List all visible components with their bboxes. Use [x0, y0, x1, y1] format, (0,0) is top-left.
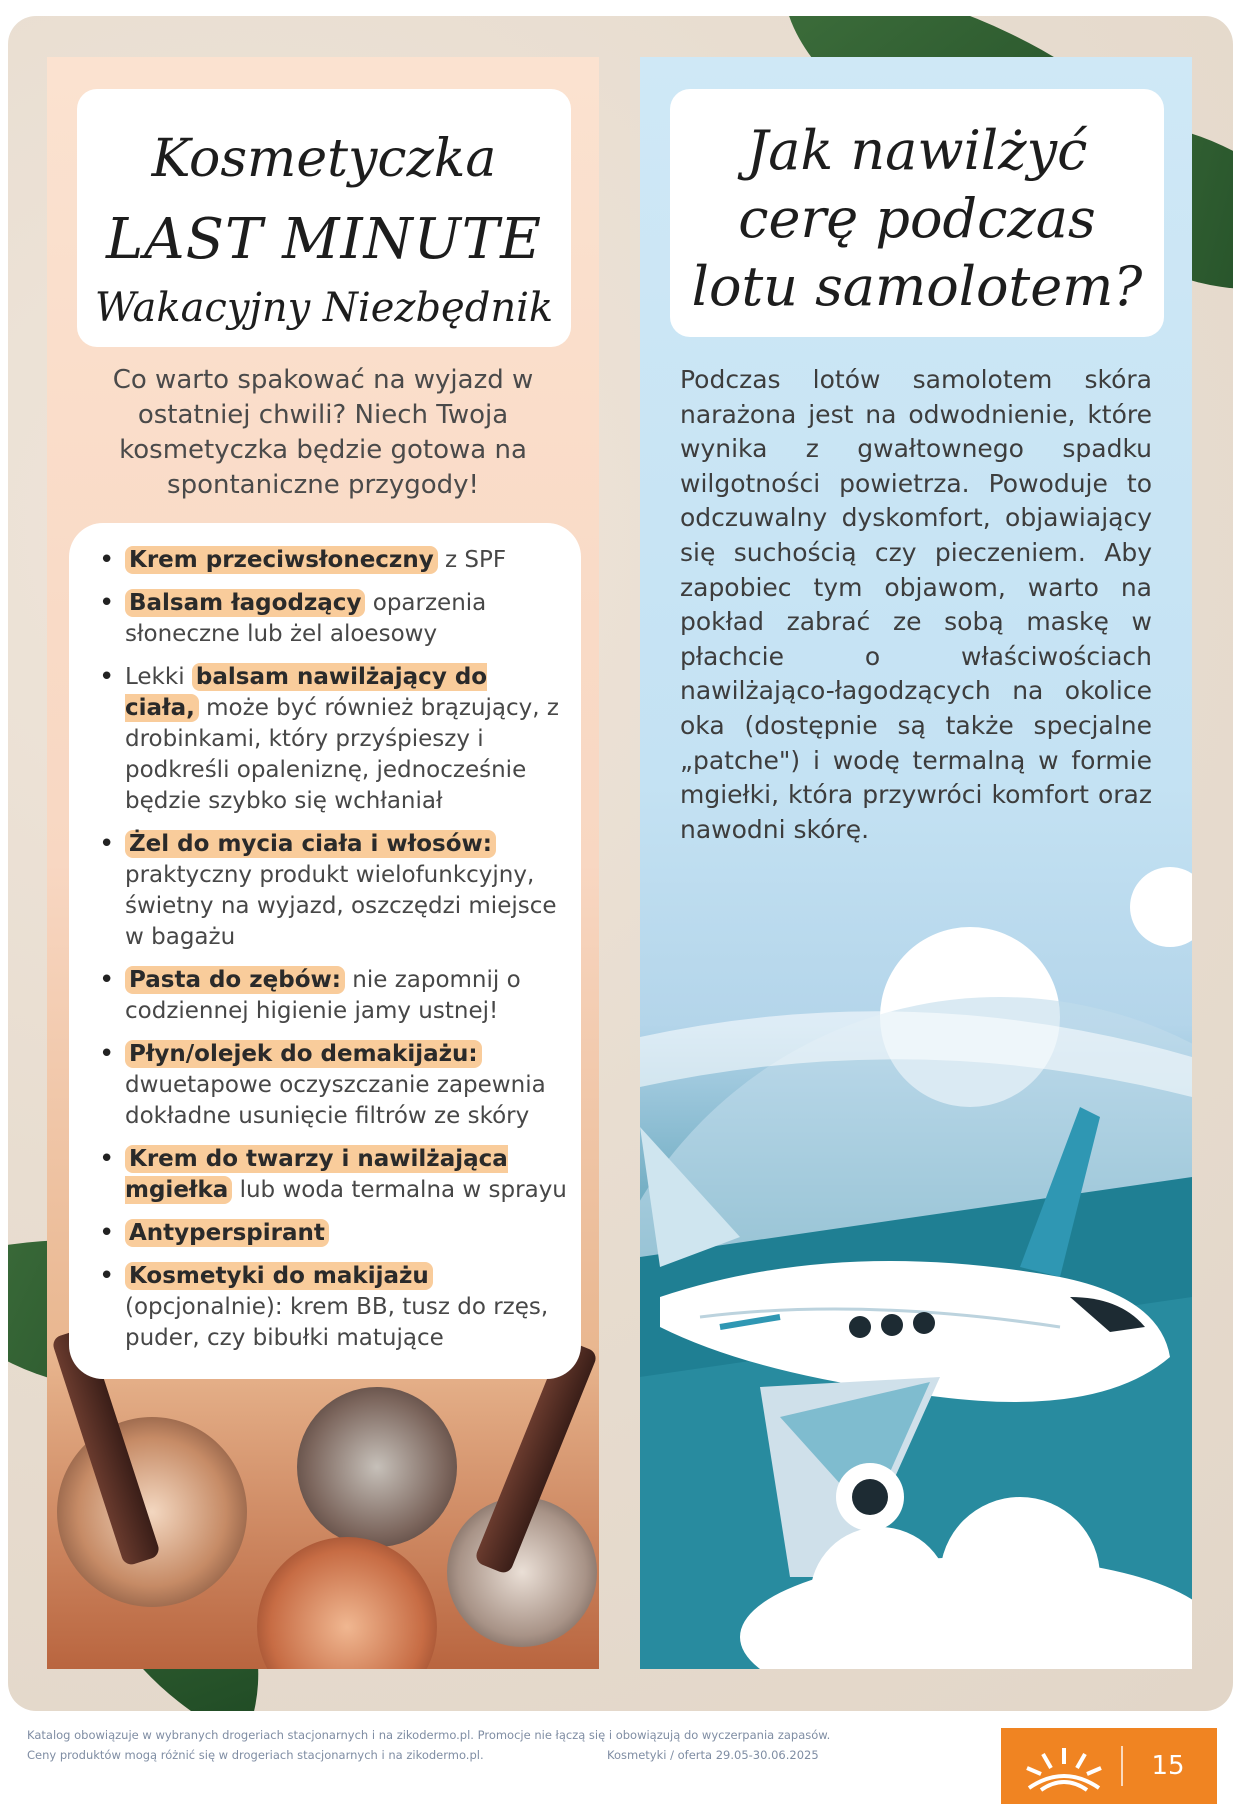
- checklist-card: [69, 523, 581, 1379]
- item-highlight: Pasta do zębów:: [125, 966, 345, 994]
- page-number-badge: [1001, 1728, 1217, 1804]
- item-rest: oparzenia słoneczne lub żel aloesowy: [125, 590, 487, 647]
- item-highlight: balsam nawilżający do ciała,: [125, 664, 488, 721]
- list-item: [95, 1144, 567, 1206]
- list-item: [95, 1218, 567, 1249]
- item-highlight: Krem przeciwsłoneczny: [125, 546, 438, 574]
- right-title-line1: Jak nawilżyć: [746, 119, 1088, 182]
- item-rest: nie zapomnij o codziennej higienie jamy ustnej!: [125, 967, 521, 1024]
- list-item: [95, 965, 567, 1027]
- compact-powder-illustration: [257, 1537, 437, 1669]
- item-highlight: Kosmetyki do makijażu: [125, 1262, 433, 1290]
- flight-skincare-panel: [640, 57, 1192, 1669]
- airplane-illustration: [640, 857, 1192, 1669]
- page-number: 15: [1121, 1746, 1213, 1786]
- page-footer: [0, 1718, 1250, 1806]
- sun-logo-icon: [1019, 1740, 1109, 1794]
- right-title-line2: cerę podczas: [738, 187, 1096, 250]
- footer-section-offer: Kosmetyki / oferta 29.05-30.06.2025: [607, 1748, 819, 1762]
- right-title-card: [670, 89, 1164, 337]
- cosmetic-bag-panel: [47, 57, 599, 1669]
- list-item: [95, 829, 567, 953]
- compact-powder-illustration: [297, 1387, 457, 1547]
- list-item: [95, 662, 567, 817]
- item-rest: dwuetapowe oczyszczanie zapewnia dokładne usunięcie filtrów ze skóry: [125, 1072, 546, 1129]
- list-item: [95, 1039, 567, 1132]
- item-rest: z SPF: [437, 547, 507, 573]
- item-highlight: Płyn/olejek do demakijażu:: [125, 1040, 482, 1068]
- item-rest: (opcjonalnie): krem BB, tusz do rzęs, puder, czy bibułki matujące: [125, 1294, 549, 1351]
- item-prefix: Lekki: [125, 664, 192, 690]
- checklist: [95, 545, 567, 1366]
- list-item: [95, 545, 567, 576]
- item-rest: lub woda termalna w sprayu: [232, 1177, 567, 1203]
- left-title-card: [77, 89, 571, 347]
- list-item: [95, 1261, 567, 1354]
- left-intro-text: Co warto spakować na wyjazd w ostatniej chwili? Niech Twoja kosmetyczka będzie gotowa na spontaniczne przygody!: [112, 365, 534, 500]
- item-highlight: Krem do twarzy i nawilżająca mgiełka: [125, 1146, 508, 1203]
- flight-advice-text: Podczas lotów samolotem skóra narażona jest na odwodnienie, które wynika z gwałtownego spadku wilgotności powietrza. Powoduje to odczuwalny dyskomfort, objawiający się suchością czy pieczeniem. Aby zapobiec tym objawom, warto na pokład zabrać ze sobą maskę w płachcie o właściwościach nawilżająco-łagodzących na okolice oka (dostępnie są także specjalne „patche") i wodę termalną w formie mgiełki, która przywróci komfort oraz nawodni skórę.: [680, 365, 1152, 844]
- footer-disclaimer-2: Ceny produktów mogą różnić się w drogeriach stacjonarnych i na zikodermo.pl.: [27, 1748, 484, 1762]
- right-title-line3: lotu samolotem?: [691, 255, 1143, 318]
- list-item: [95, 588, 567, 650]
- left-title-line3: Wakacyjny Niezbędnik: [94, 285, 554, 331]
- item-highlight: Żel do mycia ciała i włosów:: [125, 830, 496, 858]
- left-title-line2: LAST MINUTE: [105, 207, 543, 272]
- item-rest: może być również brązujący, z drobinkami, który przyśpieszy i podkreśli opaleniznę, jednocześnie będzie szybko się wchłaniał: [125, 695, 559, 814]
- item-highlight: Antyperspirant: [125, 1219, 329, 1247]
- item-rest: praktyczny produkt wielofunkcyjny, świetny na wyjazd, oszczędzi miejsce w bagażu: [125, 862, 557, 950]
- left-title-line1: Kosmetyczka: [151, 129, 497, 189]
- item-highlight: Balsam łagodzący: [125, 589, 365, 617]
- footer-disclaimer-1: Katalog obowiązuje w wybranych drogeriach stacjonarnych i na zikodermo.pl. Promocje nie łączą się i obowiązują do wyczerpania zapasów.: [27, 1728, 831, 1742]
